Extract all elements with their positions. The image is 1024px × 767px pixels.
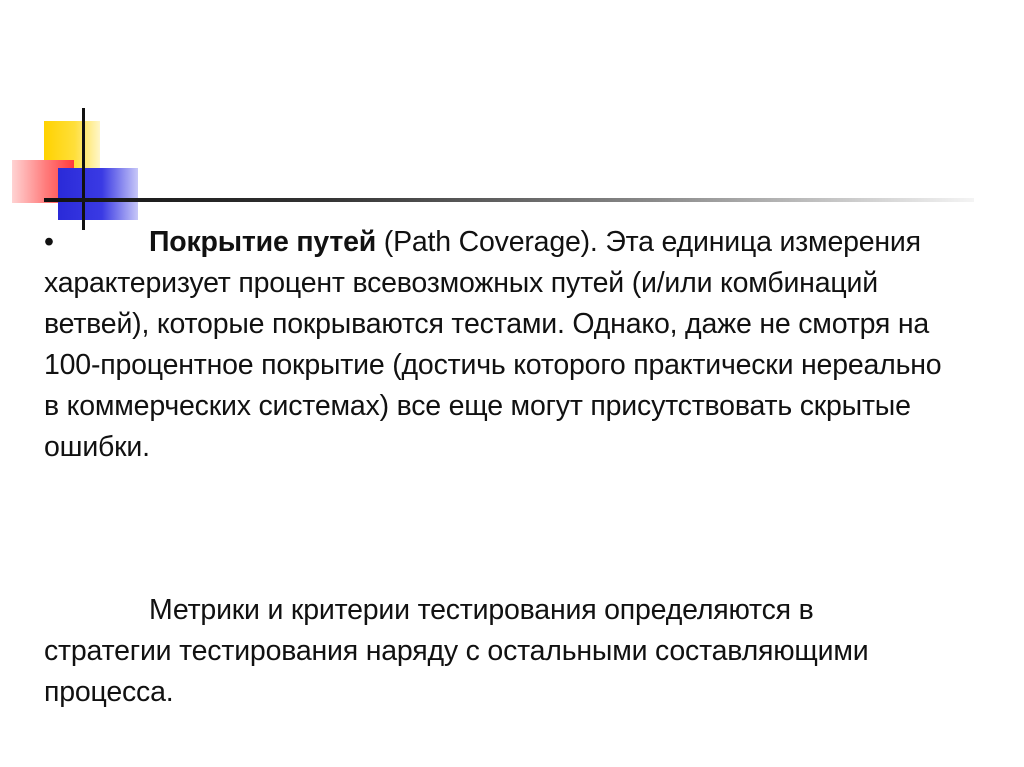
term-description: (Path Coverage). Эта единица измерения характеризует процент всевозможных путей (и/или комбинаций ветвей), которые покрываются тестами. Однако, даже не смотря на 100-процентное покрытие (достичь которого практически нереально в коммерческих системах) все еще могут присутствовать скрытые ошибки. — [44, 226, 942, 463]
bullet-item — [44, 222, 944, 468]
term-path-coverage: Покрытие путей — [149, 226, 377, 258]
logo-vertical-line — [82, 108, 85, 230]
bullet-paragraph — [44, 222, 944, 468]
bullet-marker: • — [44, 226, 54, 258]
metrics-paragraph — [44, 590, 944, 713]
title-divider-line — [44, 198, 974, 202]
logo-blue-square — [58, 168, 138, 220]
metrics-paragraph-text: Метрики и критерии тестирования определяются в стратегии тестирования наряду с остальными составляющими процесса. — [44, 594, 869, 708]
